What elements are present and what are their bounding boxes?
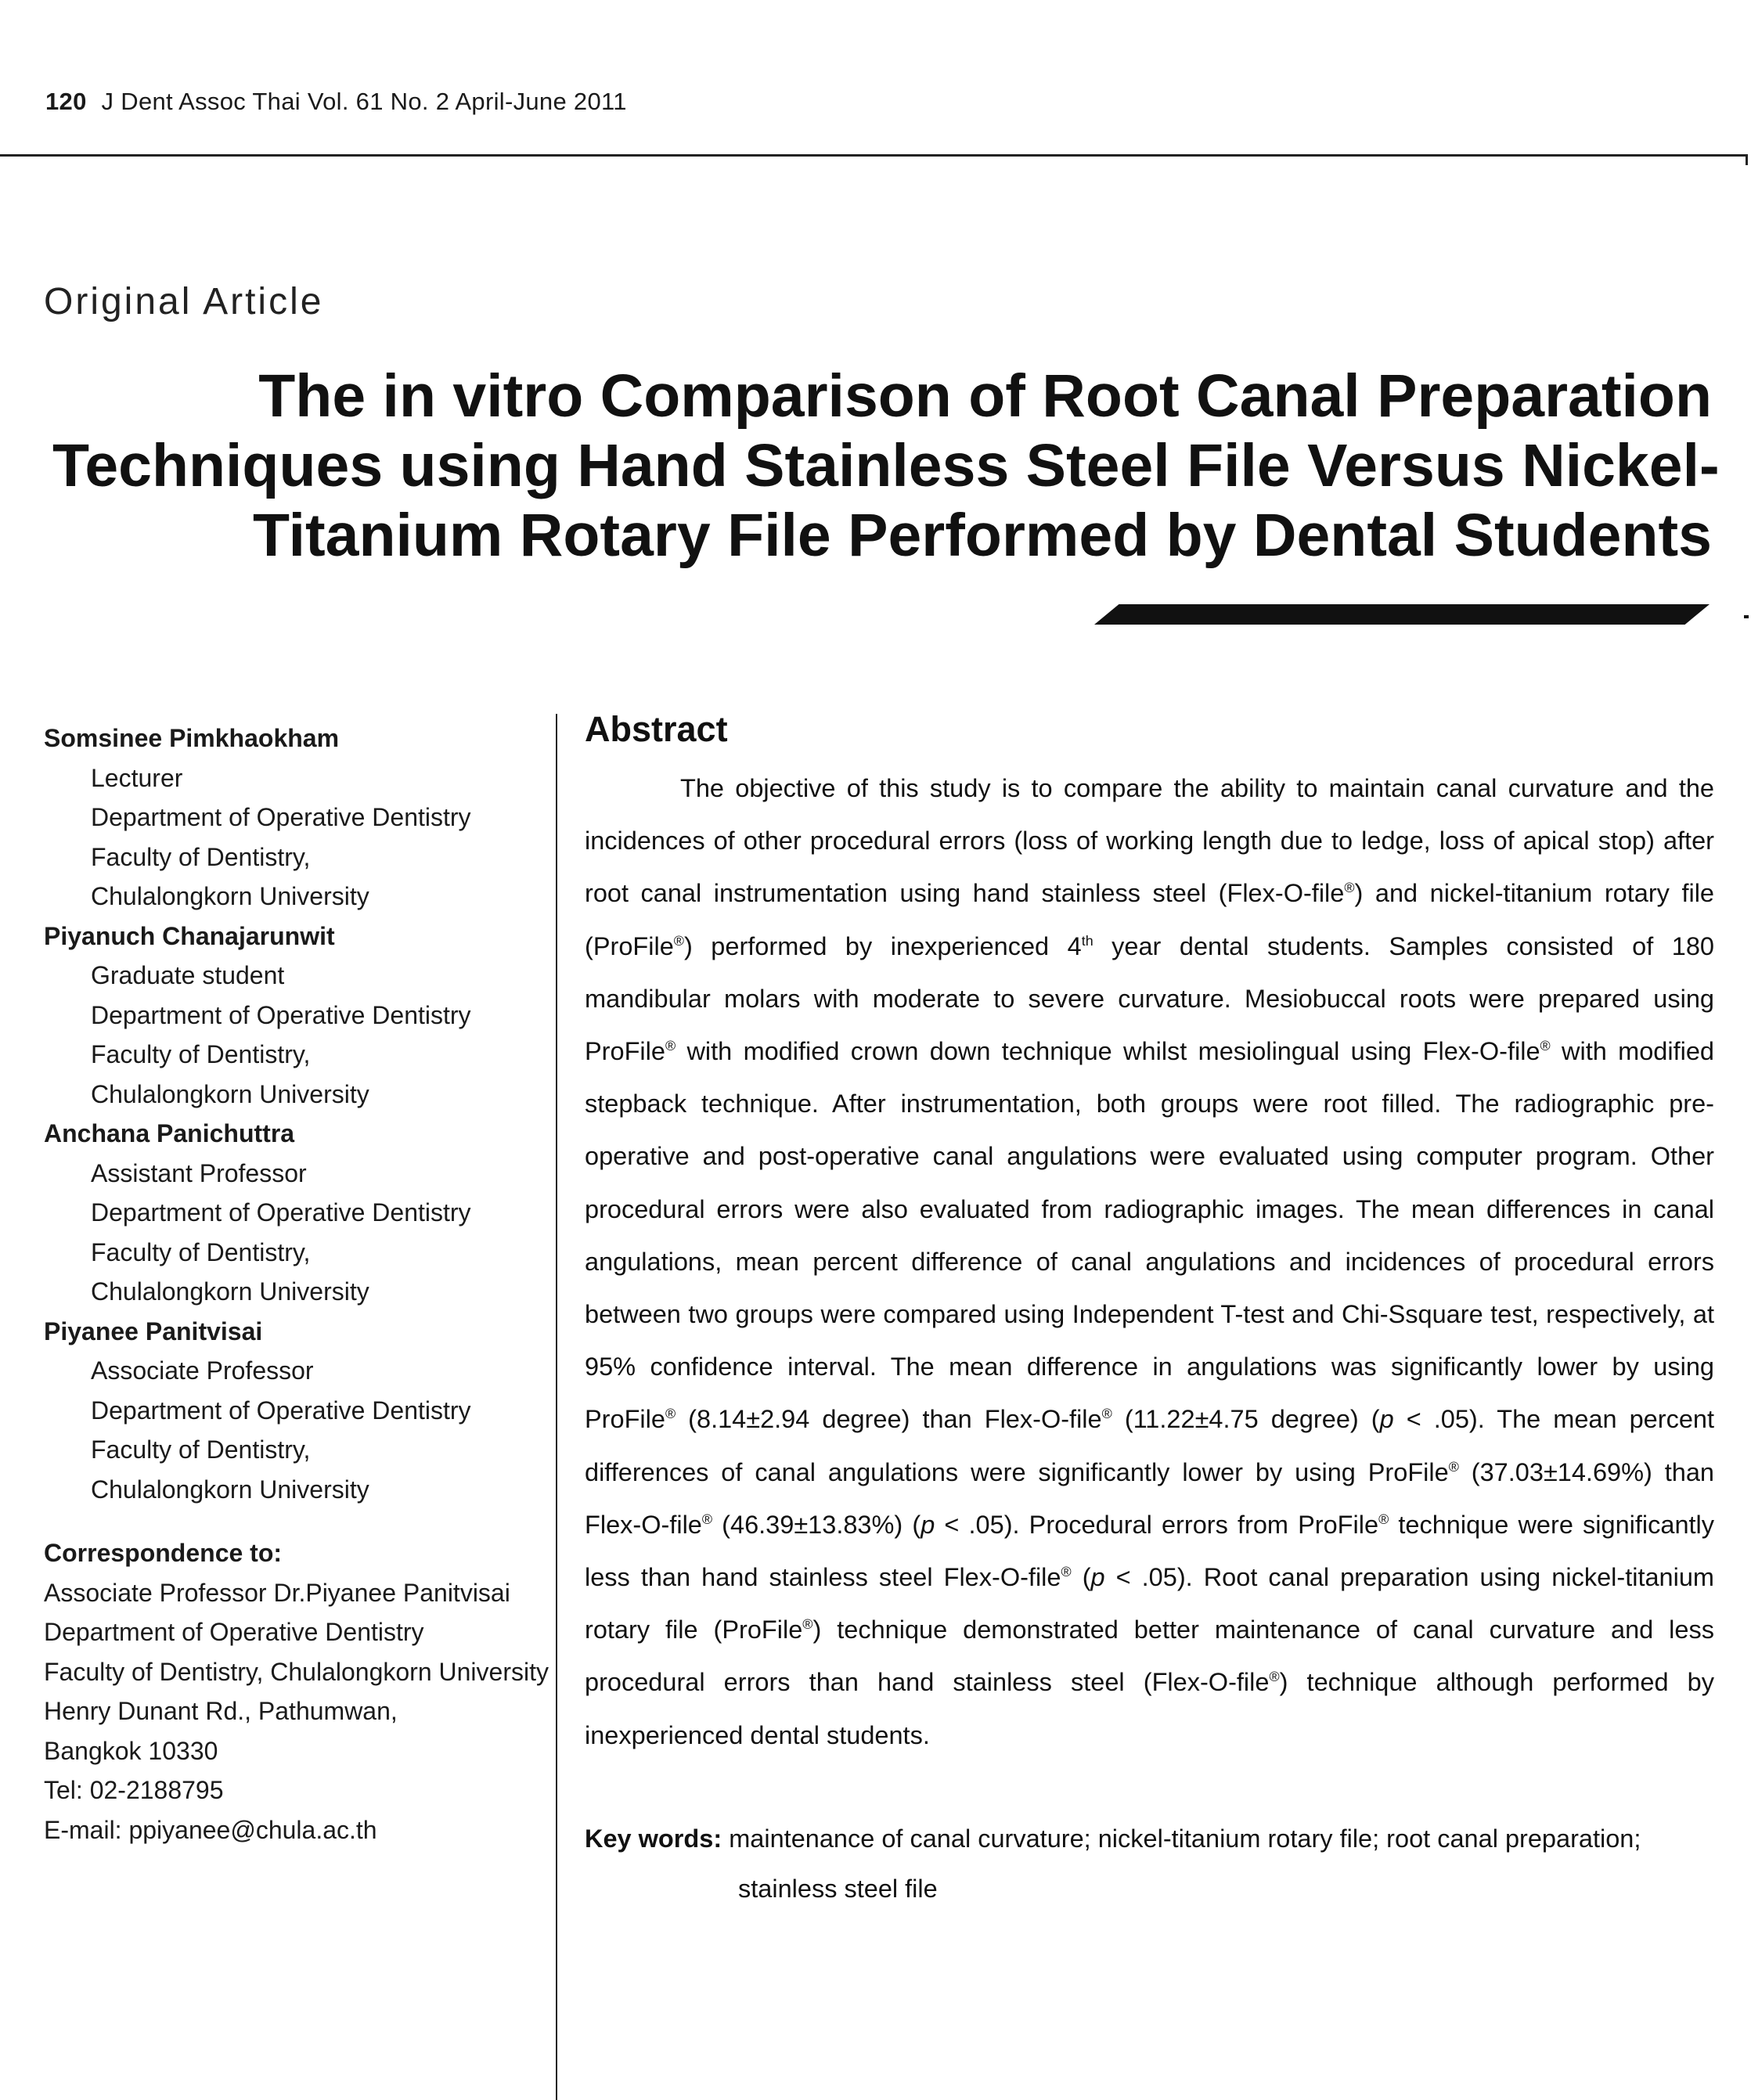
keywords bbox=[585, 1814, 1714, 1914]
author-name: Somsinee Pimkhaokham bbox=[44, 724, 340, 752]
italic-symbol: p bbox=[1379, 1405, 1394, 1434]
abstract-text: ) and nickel-titanium rotary file (ProFile bbox=[585, 879, 1715, 960]
author-affiliation-line: Department of Operative Dentistry bbox=[91, 1198, 471, 1227]
author-affiliation-line: Faculty of Dentistry, bbox=[91, 1040, 311, 1068]
superscript: ® bbox=[1269, 1669, 1280, 1685]
title-line: Titanium Rotary File Performed by Dental Students bbox=[252, 502, 1712, 569]
header-rule-tick bbox=[1746, 154, 1748, 165]
correspondence-heading: Correspondence to: bbox=[44, 1539, 283, 1567]
abstract-body bbox=[585, 762, 1714, 1762]
author-entry bbox=[44, 1114, 545, 1312]
superscript: ® bbox=[701, 1511, 713, 1528]
abstract-column bbox=[585, 706, 1714, 1914]
correspondence-line: E-mail: ppiyanee@chula.ac.th bbox=[44, 1815, 377, 1844]
journal-citation: J Dent Assoc Thai Vol. 61 No. 2 April-June 2011 bbox=[101, 88, 627, 115]
author-affiliation-line: Department of Operative Dentistry bbox=[91, 803, 471, 831]
superscript: ® bbox=[665, 1406, 676, 1422]
correspondence-line: Associate Professor Dr.Piyanee Panitvisai bbox=[44, 1578, 510, 1607]
abstract-text: The objective of this study is to compare the ability to maintain canal curvature and the incidences of other procedural errors (loss of working length due to ledge, loss of apical stop) after root canal instrumentation using hand stainless steel (Flex-O-file bbox=[585, 774, 1714, 908]
correspondence-line: Tel: 02-2188795 bbox=[44, 1776, 224, 1804]
abstract-text: < .05). Root canal preparation using nickel-titanium rotary file (ProFile bbox=[585, 1563, 1715, 1644]
author-entry bbox=[44, 1312, 545, 1510]
author-affiliation-line: Faculty of Dentistry, bbox=[91, 1435, 311, 1464]
abstract-text: technique were significantly less than hand stainless steel Flex-O-file bbox=[585, 1510, 1715, 1592]
author-affiliation-line: Faculty of Dentistry, bbox=[91, 842, 311, 871]
header-rule bbox=[0, 154, 1747, 157]
correspondence-lines bbox=[44, 1573, 549, 1850]
author-affiliation-line: Lecturer bbox=[91, 763, 183, 792]
keywords-label: Key words: bbox=[585, 1824, 722, 1853]
superscript: ® bbox=[673, 932, 684, 949]
keywords-text: maintenance of canal curvature; nickel-titanium rotary file; root canal preparation; stainless steel file bbox=[722, 1824, 1641, 1903]
italic-symbol: p bbox=[921, 1510, 935, 1539]
superscript: ® bbox=[1101, 1406, 1112, 1422]
abstract-text: < .05). Procedural errors from ProFile bbox=[935, 1510, 1379, 1539]
correspondence-line: Henry Dunant Rd., Pathumwan, bbox=[44, 1697, 398, 1725]
title-bar-tick bbox=[1744, 615, 1749, 618]
italic-symbol: p bbox=[1090, 1563, 1105, 1592]
author-column bbox=[44, 719, 549, 1850]
abstract-text: with modified stepback technique. After instrumentation, both groups were root filled. The radiographic pre-operative and post-operative canal angulations were evaluated using computer program. Other procedural errors were also evaluated from radiographic images. The mean differences in canal angulations, mean percent difference of canal angulations and incidences of procedural errors between two groups were compared using Independent T-test and Chi-Ssquare test, respectively, at 95% confidence interval. The mean difference in angulations was significantly lower by using ProFile bbox=[585, 1037, 1714, 1434]
superscript: ® bbox=[1344, 880, 1355, 896]
abstract-text: < .05). The mean percent differences of canal angulations were significantly lower by using ProFile bbox=[585, 1405, 1715, 1486]
abstract-text: (8.14±2.94 degree) than Flex-O-file bbox=[676, 1405, 1102, 1434]
author-affiliation-line: Faculty of Dentistry, bbox=[91, 1237, 311, 1266]
abstract-text: ( bbox=[1071, 1563, 1091, 1592]
author-affiliation-line: Associate Professor bbox=[91, 1356, 314, 1385]
abstract-text: (11.22±4.75 degree) ( bbox=[1111, 1405, 1380, 1434]
abstract-text: year dental students. Samples consisted of 180 mandibular molars with moderate to severe curvature. Mesiobuccal roots were prepared using ProFile bbox=[585, 931, 1714, 1066]
article-title bbox=[52, 362, 1720, 571]
running-header bbox=[45, 88, 627, 116]
author-name: Anchana Panichuttra bbox=[44, 1119, 295, 1147]
column-divider bbox=[556, 714, 557, 2100]
author-affiliation-line: Chulalongkorn University bbox=[91, 1475, 369, 1504]
abstract-text: ) technique although performed by inexperienced dental students. bbox=[585, 1668, 1714, 1749]
author-name: Piyanee Panitvisai bbox=[44, 1317, 263, 1345]
section-label: Original Article bbox=[44, 281, 324, 322]
author-list bbox=[44, 719, 545, 1509]
author-affiliation-line: Department of Operative Dentistry bbox=[91, 1396, 471, 1425]
correspondence-line: Bangkok 10330 bbox=[44, 1736, 218, 1765]
author-entry bbox=[44, 917, 545, 1115]
title-underline-bar bbox=[1094, 604, 1710, 625]
author-name: Piyanuch Chanajarunwit bbox=[44, 921, 335, 950]
abstract-text: ) performed by inexperienced 4 bbox=[683, 931, 1082, 960]
page-number: 120 bbox=[45, 88, 87, 115]
author-affiliation-line: Chulalongkorn University bbox=[91, 882, 369, 910]
author-entry bbox=[44, 719, 545, 917]
abstract-heading: Abstract bbox=[585, 709, 728, 749]
correspondence-line: Faculty of Dentistry, Chulalongkorn University bbox=[44, 1657, 549, 1686]
superscript: ® bbox=[1540, 1038, 1551, 1054]
superscript: ® bbox=[665, 1038, 676, 1054]
author-affiliation-line: Graduate student bbox=[91, 961, 285, 989]
abstract-text: with modified crown down technique whilst mesiolingual using Flex-O-file bbox=[676, 1037, 1540, 1066]
superscript: ® bbox=[1378, 1511, 1389, 1528]
author-affiliation-line: Department of Operative Dentistry bbox=[91, 1000, 471, 1029]
author-affiliation-line: Chulalongkorn University bbox=[91, 1277, 369, 1306]
superscript: ® bbox=[1061, 1564, 1072, 1580]
abstract-text: (46.39±13.83%) ( bbox=[712, 1510, 921, 1539]
superscript: th bbox=[1081, 932, 1093, 949]
abstract-text: (37.03±14.69%) than Flex-O-file bbox=[585, 1457, 1714, 1539]
title-line: The in vitro Comparison of Root Canal Preparation bbox=[258, 362, 1712, 430]
superscript: ® bbox=[1448, 1458, 1459, 1475]
author-affiliation-line: Assistant Professor bbox=[91, 1158, 307, 1187]
title-line: Techniques using Hand Stainless Steel File Versus Nickel- bbox=[52, 432, 1720, 499]
abstract-text: ) technique demonstrated better maintenance of canal curvature and less procedural errors than hand stainless steel (Flex-O-file bbox=[585, 1616, 1714, 1697]
superscript: ® bbox=[802, 1616, 813, 1633]
correspondence-line: Department of Operative Dentistry bbox=[44, 1618, 424, 1646]
correspondence-block bbox=[44, 1533, 549, 1850]
author-affiliation-line: Chulalongkorn University bbox=[91, 1079, 369, 1108]
